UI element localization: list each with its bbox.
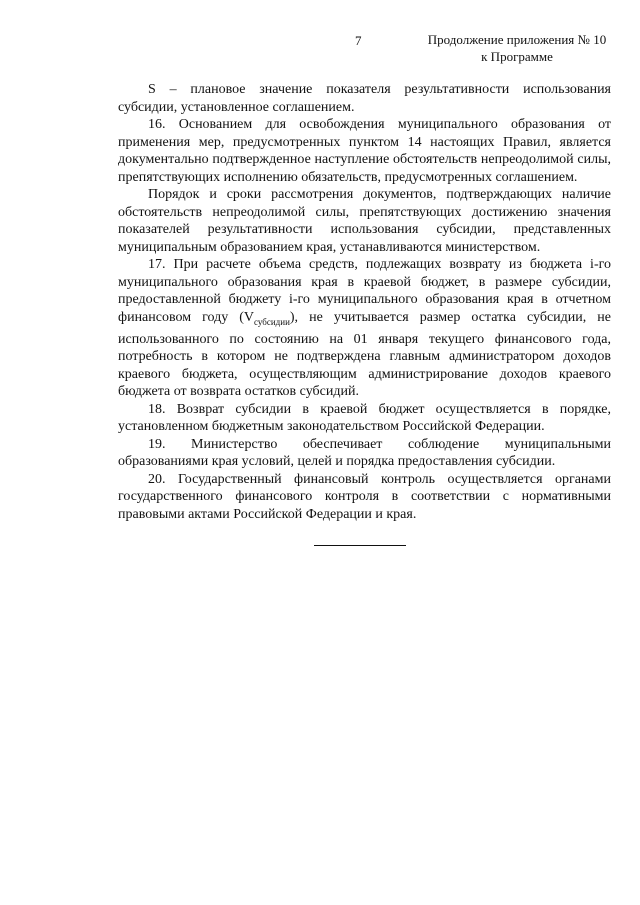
paragraph-17 xyxy=(118,256,611,401)
subsidy-subscript: субсидии xyxy=(254,316,290,327)
paragraph-17-text-end: ), не учитывается размер остатка субсидии, не использованного по состоянию на 01 января текущего финансового года, потребность в котором не подтверждена главным администратором доходов краевого бюджета, осуществляющим администрирование доходов краевого бюджета от возврата остатков субсидий. xyxy=(118,309,612,400)
continuation-line-2: к Программе xyxy=(481,49,553,64)
page-number: 7 xyxy=(355,33,362,48)
document-body xyxy=(118,81,611,523)
paragraph-20: 20. Государственный финансовый контроль осуществляется органами государственного финансового контроля в соответствии с нормативными правовыми актами Российской Федерации и края. xyxy=(118,471,611,522)
paragraph-18: 18. Возврат субсидии в краевой бюджет осуществляется в порядке, установленном бюджетным законодательством Российской Федерации. xyxy=(118,401,611,435)
paragraph-s-definition: S – плановое значение показателя результативности использования субсидии, установленное соглашением. xyxy=(118,82,611,115)
paragraph-17-text-start: 17. При расчете объема средств, подлежащих возврату из бюджета i-го муниципального образования края в краевой бюджет, в размере субсидии, предоставленной бюджету i-го муниципального образования края в отчетном финансовом году (V xyxy=(118,257,611,325)
paragraph-16: 16. Основанием для освобождения муниципального образования от применения мер, предусмотренных пунктом 14 настоящих Правил, является документально подтвержденное наступление обстоятельств непреодолимой силы, препятствующих исполнению обязательств, предусмотренных соглашением. xyxy=(118,117,611,185)
continuation-line-1: Продолжение приложения № 10 xyxy=(427,32,607,47)
paragraph-19: 19. Министерство обеспечивает соблюдение муниципальными образованиями края условий, целей и порядка предоставления субсидии. xyxy=(118,436,611,470)
end-of-document-rule xyxy=(314,545,406,546)
paragraph-16-procedure: Порядок и сроки рассмотрения документов, подтверждающих наличие обстоятельств непреодолимой силы, препятствующих достижению значения показателей результативности использования субсидии, представленных муниципальным образованием края, устанавливаются министерством. xyxy=(118,187,611,255)
appendix-continuation-note xyxy=(422,31,612,65)
